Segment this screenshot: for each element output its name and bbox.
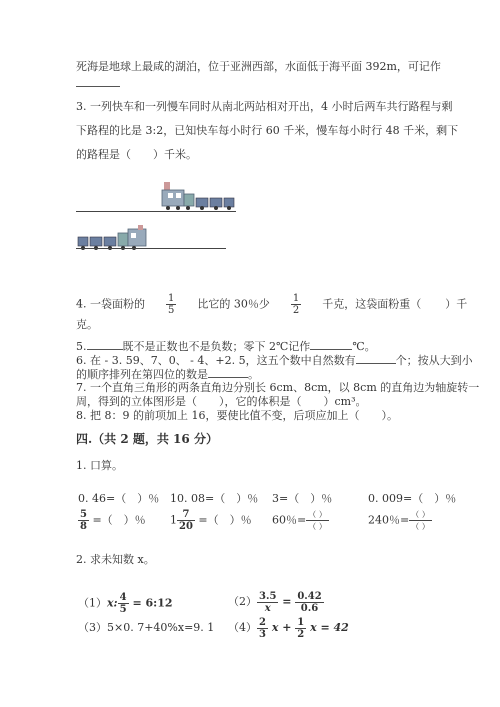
s4q2-equation-1: （1）x: $\frac{4}{5}$ = 6:12 bbox=[78, 592, 173, 615]
s4q1-item-8: 240％= $\frac{( )}{( )}$ bbox=[368, 510, 430, 531]
train-cars-icon bbox=[78, 237, 116, 246]
q3-line-1: 3. 一列快车和一列慢车同时从南北两站相对开出，4 小时后两车共行路程与剩 bbox=[76, 100, 453, 113]
s4q2-equation-4: （4） $\frac{2}{3}$ x + $\frac{1}{2}$ x = 42 bbox=[228, 616, 349, 640]
q2-answer-blank[interactable] bbox=[76, 76, 120, 87]
q6-line-1: 6. 在 - 3. 59、7、0、 - 4、+2. 5，这五个数中自然数有 个；按从大到小 bbox=[76, 354, 473, 367]
q8-text: 8. 把 8：9 的前项加上 16，要使比值不变，后项应加上（ ）。 bbox=[76, 409, 398, 422]
s4q1-item-7: 60％= $\frac{( )}{( )}$ bbox=[272, 510, 327, 531]
q4-fraction-1: $\frac{1}{5}$ bbox=[168, 293, 175, 316]
q5-blank-1[interactable] bbox=[87, 339, 123, 350]
train-illustration-top bbox=[76, 180, 236, 212]
q7-line-2: 周，得到的立体图形是（ ），它的体积是（ ）cm³。 bbox=[76, 395, 367, 408]
train-cars-icon bbox=[196, 198, 234, 207]
s4q1-title: 1. 口算。 bbox=[76, 459, 123, 472]
q2-text: 死海是地球上最咸的湖泊，位于亚洲西部，水面低于海平面 392m，可记作 bbox=[76, 60, 441, 73]
q4-line-1: 4. 一袋面粉的 $\frac{1}{5}$ 比它的 30％少 $\frac{1}{2}$ 千克，这袋面粉重（ ）千 bbox=[76, 293, 468, 316]
q6-blank-1[interactable] bbox=[356, 353, 396, 364]
s4q1-item-5: $\frac{5}{8}$ =（ ）％ bbox=[80, 509, 146, 532]
track-line-top bbox=[76, 211, 236, 212]
track-line-bottom bbox=[76, 248, 226, 249]
s4q1-item-3: 3=（ ）％ bbox=[272, 492, 333, 505]
train-locomotive-icon bbox=[162, 182, 194, 206]
s4q1-item-6: 1 $\frac{7}{20}$ =（ ）％ bbox=[170, 509, 252, 532]
q7-line-1: 7. 一个直角三角形的两条直角边分别长 6cm、8cm，以 8cm 的直角边为轴旋转一 bbox=[76, 381, 480, 394]
s4q2-equation-3: （3）5×0. 7+40%x=9. 1 bbox=[78, 621, 215, 634]
s4q2-title: 2. 求未知数 x。 bbox=[76, 553, 155, 566]
q4-line-2: 克。 bbox=[76, 318, 98, 331]
q6-blank-2[interactable] bbox=[208, 367, 248, 378]
s4q1-item-1: 0. 46=（ ）％ bbox=[78, 492, 160, 505]
section-4-title: 四.（共 2 题，共 16 分） bbox=[76, 432, 218, 446]
q3-line-2: 下路程的比是 3:2，已知快车每小时行 60 千米，慢车每小时行 48 千米，剩下 bbox=[76, 124, 459, 137]
s4q1-item-4: 0. 009=（ ）％ bbox=[368, 492, 457, 505]
s4q2-equation-2: （2） $\frac{3.5}{x}$ = $\frac{0.42}{0.6}$ bbox=[228, 590, 322, 614]
train-locomotive-icon bbox=[118, 225, 146, 246]
q5-text: 5. 既不是正数也不是负数；零下 2℃记作 ℃。 bbox=[76, 340, 376, 353]
q3-line-3: 的路程是（ ）千米。 bbox=[76, 148, 197, 161]
q4-fraction-2: $\frac{1}{2}$ bbox=[292, 293, 300, 316]
q6-line-2: 的顺序排列在第四位的数是 。 bbox=[76, 368, 259, 381]
s4q1-item-2: 10. 08=（ ）％ bbox=[170, 492, 259, 505]
q5-blank-2[interactable] bbox=[310, 339, 352, 350]
